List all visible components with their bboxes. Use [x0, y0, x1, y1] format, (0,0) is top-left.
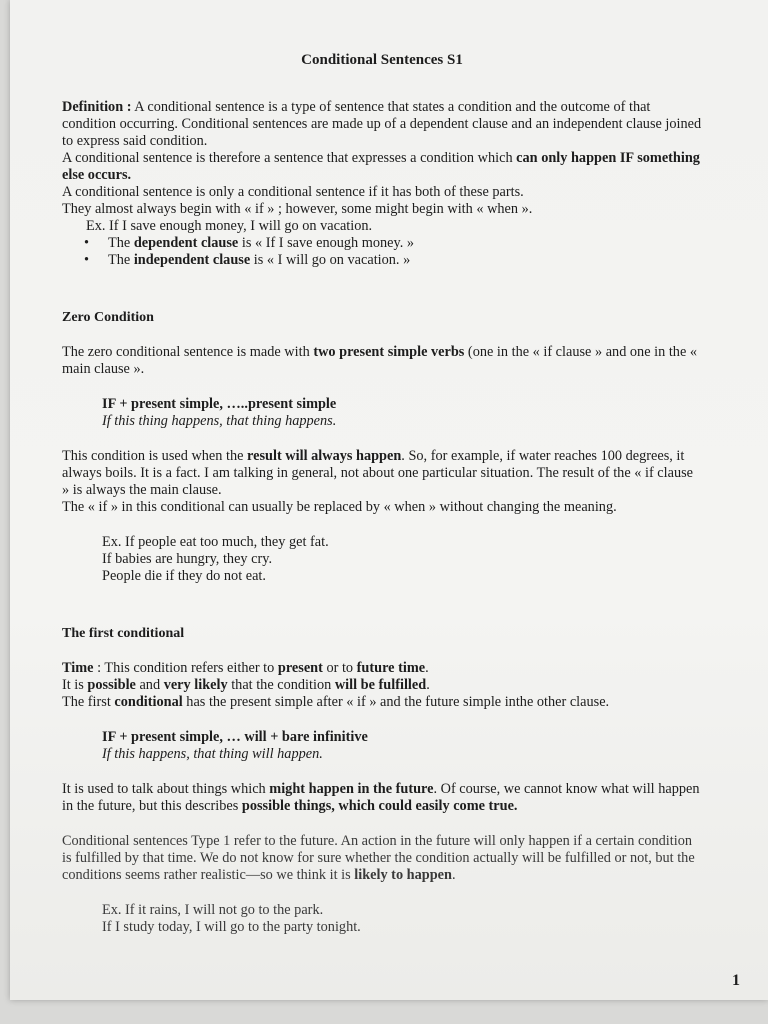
- possible-text: that the condition: [227, 677, 335, 693]
- structure-text: has the present simple after « if » and the future simple inthe other clause.: [182, 694, 610, 710]
- type1-bold: likely to happen: [354, 867, 452, 883]
- structure-text: The first: [62, 694, 115, 710]
- time-bold: present: [277, 660, 323, 676]
- first-example-2: If I study today, I will go to the party tonight.: [102, 919, 361, 935]
- time-label: Time: [62, 660, 94, 676]
- document-title: Conditional Sentences S1: [301, 52, 463, 68]
- possible-text: and: [135, 677, 164, 693]
- zero-formula-example: If this thing happens, that thing happens.: [102, 413, 337, 429]
- bullet-bold: dependent clause: [133, 235, 239, 251]
- bullet-text: is « I will go on vacation. »: [250, 252, 411, 268]
- first-formula-example: If this happens, that thing will happen.: [102, 746, 323, 762]
- first-conditional-heading: The first conditional: [62, 626, 185, 641]
- possible-text: .: [426, 677, 430, 693]
- first-usage-bold: possible things, which could easily come true.: [241, 798, 518, 814]
- definition-therefore: [62, 150, 702, 184]
- definition-label: Definition :: [62, 99, 132, 115]
- possible-bold: possible: [87, 677, 136, 693]
- document-content: [62, 52, 702, 936]
- definition-therefore-bold: can only happen IF something else occurs.: [62, 150, 700, 183]
- definition-begin: They almost always begin with « if » ; however, some might begin with « when ».: [62, 201, 533, 217]
- first-example-1: Ex. If it rains, I will not go to the park.: [102, 902, 324, 918]
- definition-example: Ex. If I save enough money, I will go on vacation.: [86, 218, 373, 234]
- zero-condition-heading: Zero Condition: [62, 310, 154, 325]
- zero-usage-text: This condition is used when the: [62, 448, 248, 464]
- first-usage-text: . Of course, we cannot know what will happen in the future, but this describes: [62, 781, 700, 814]
- bullet-text: is « If I save enough money. »: [238, 235, 415, 251]
- zero-usage-bold: result will always happen: [247, 448, 402, 464]
- definition-parts: A conditional sentence is only a conditional sentence if it has both of these parts.: [62, 184, 524, 200]
- zero-formula: IF + present simple, …..present simple: [102, 396, 337, 412]
- zero-example-2: If babies are hungry, they cry.: [102, 551, 273, 567]
- time-text: or to: [322, 660, 357, 676]
- time-text: .: [425, 660, 429, 676]
- zero-intro-text: (one in the « if clause » and one in the « main clause ».: [62, 344, 698, 377]
- zero-example-3: People die if they do not eat.: [102, 568, 266, 584]
- zero-intro-text: The zero conditional sentence is made with: [62, 344, 314, 360]
- first-structure-line: [62, 694, 702, 711]
- first-formula: IF + present simple, … will + bare infinitive: [102, 729, 368, 745]
- time-text: : This condition refers either to: [93, 660, 278, 676]
- zero-intro-bold: two present simple verbs: [313, 344, 465, 360]
- first-usage-paragraph: [62, 781, 702, 815]
- document-page: [10, 0, 768, 1000]
- possible-bold: will be fulfilled: [334, 677, 427, 693]
- possible-text: It is: [62, 677, 88, 693]
- definition-text: A conditional sentence is a type of sentence that states a condition and the outcome of that condition occurring. Conditional sentences are made up of a dependent clause and an independent clause joined to express said condition.: [62, 99, 702, 149]
- possible-bold: very likely: [163, 677, 228, 693]
- first-usage-bold: might happen in the future: [269, 781, 434, 797]
- first-usage-text: It is used to talk about things which: [62, 781, 270, 797]
- first-type1-paragraph: [62, 833, 702, 884]
- first-time-line: [62, 660, 702, 677]
- type1-text: Conditional sentences Type 1 refer to the future. An action in the future will only happen if a certain condition is fulfilled by that time. We do not know for sure whether the condition actually will be fulfilled or not, but the conditions seems rather realistic—so we think it is: [62, 833, 695, 883]
- zero-example-1: Ex. If people eat too much, they get fat.: [102, 534, 329, 550]
- type1-text: .: [451, 867, 456, 883]
- page-number: 1: [732, 972, 740, 989]
- definition-paragraph: [62, 99, 702, 150]
- bullet-text: The: [108, 252, 134, 268]
- zero-usage-text: . So, for example, if water reaches 100 degrees, it always boils. It is a fact. I am talking in general, not about one particular situation. The result of the « if clause » is always the main clause.: [62, 448, 693, 498]
- clause-list: [62, 235, 702, 269]
- definition-therefore-text: A conditional sentence is therefore a sentence that expresses a condition which: [62, 150, 517, 166]
- list-item: [84, 235, 702, 252]
- first-possible-line: [62, 677, 702, 694]
- bullet-text: The: [108, 235, 134, 251]
- zero-condition-intro: [62, 344, 702, 378]
- zero-when-paragraph: The « if » in this conditional can usually be replaced by « when » without changing the meaning.: [62, 499, 617, 515]
- structure-bold: conditional: [114, 694, 183, 710]
- time-bold: future time: [356, 660, 426, 676]
- list-item: [84, 252, 702, 269]
- bullet-bold: independent clause: [133, 252, 251, 268]
- zero-usage-paragraph: [62, 448, 702, 499]
